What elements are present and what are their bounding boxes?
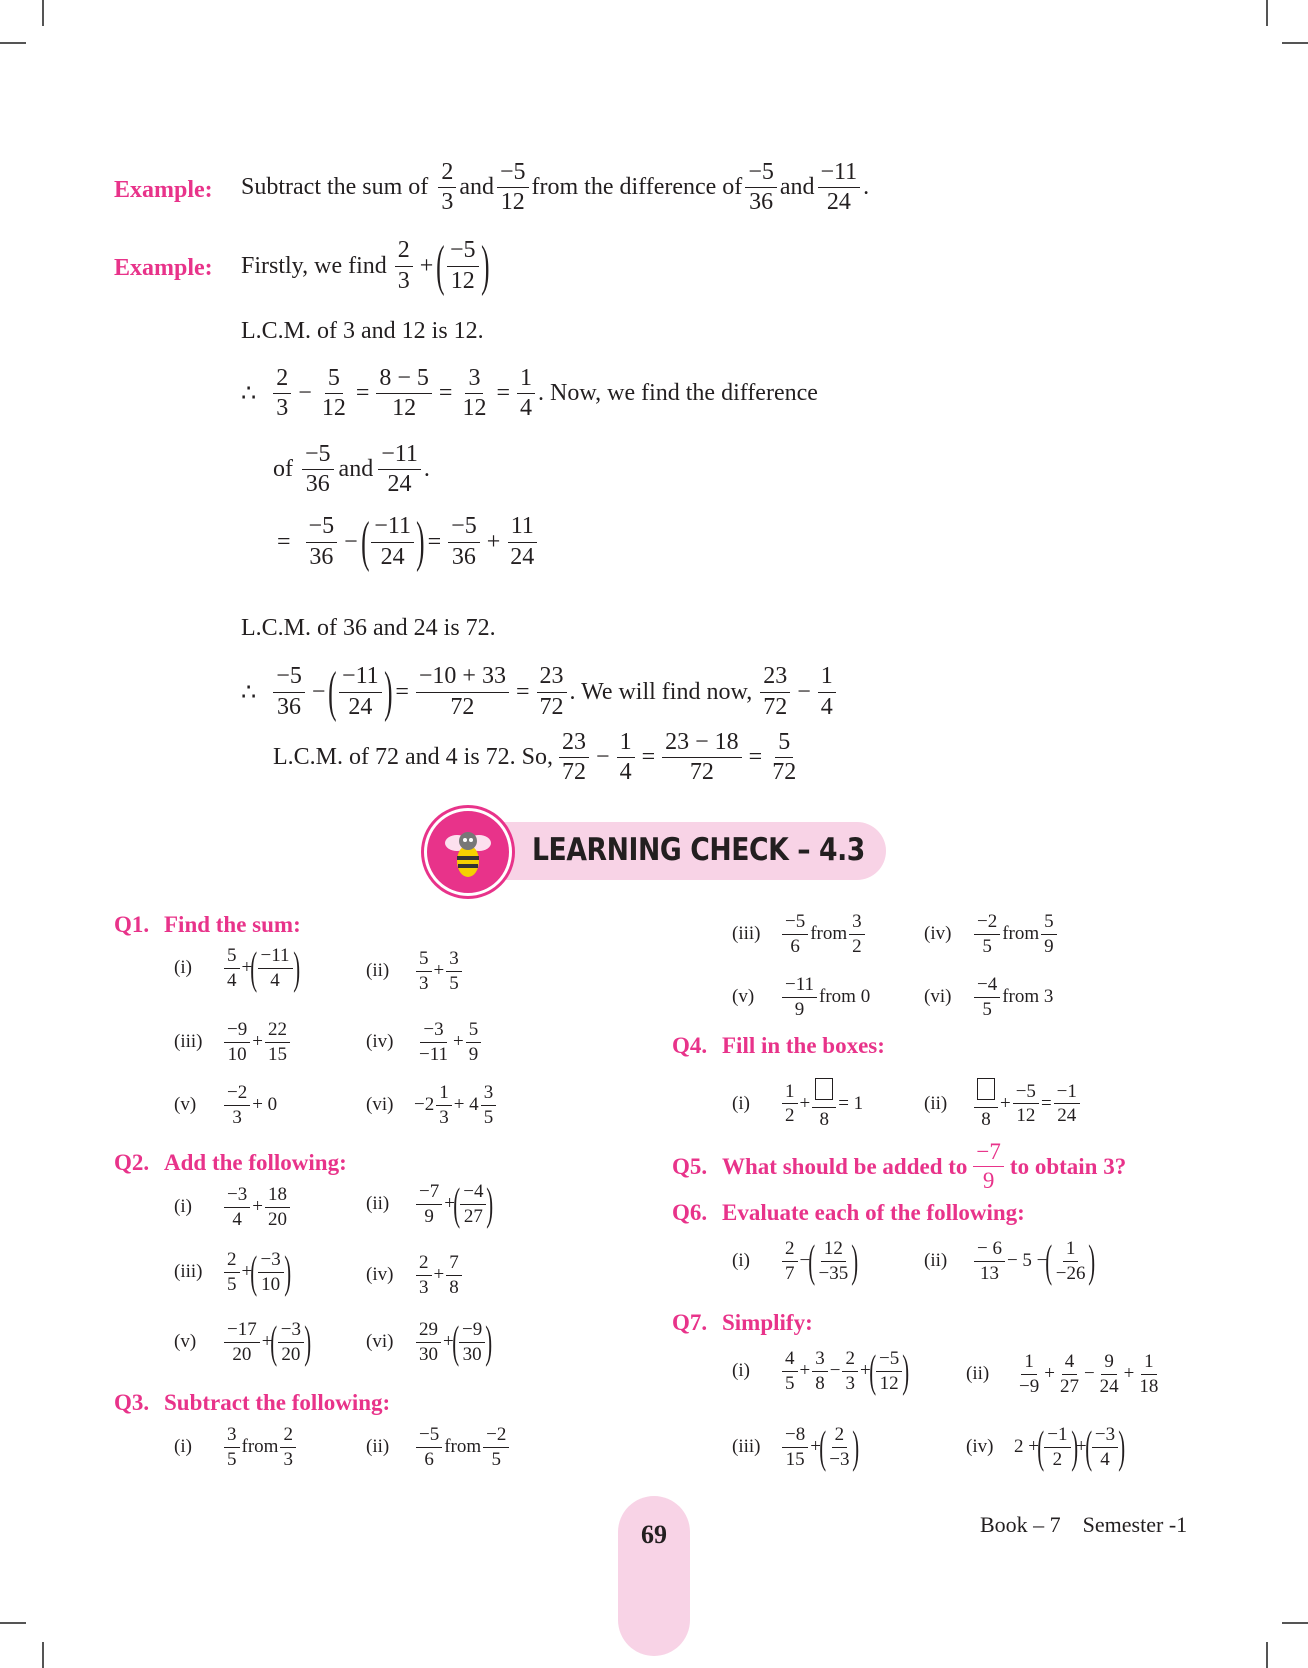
bee-mascot-icon <box>424 808 512 896</box>
q3-item: (iv) $\frac{-2}{5}$ from $\frac{5}{9}$ <box>924 912 1059 957</box>
q2-item: (vi) $\frac{29}{30}$ + ( $\frac{-9}{30}$ ) <box>366 1316 493 1367</box>
lcm-line: L.C.M. of 36 and 24 is 72. <box>241 615 496 641</box>
crop-mark <box>42 1642 44 1668</box>
q7-item: (iv) 2 + ( $\frac{-1}{2}$ ) + ( $\frac{-3}{4}$ ) <box>966 1421 1126 1472</box>
q1-item: (iii) $\frac{-9}{10}$ + $\frac{22}{15}$ <box>174 1020 292 1065</box>
crop-mark <box>1282 1622 1308 1624</box>
question-heading: Q7. Simplify: <box>672 1310 813 1335</box>
answer-box[interactable] <box>815 1078 833 1100</box>
q1-item: (i) $\frac{5}{4}$ + ( $\frac{-11}{4}$ ) <box>174 942 300 993</box>
crop-mark <box>1266 1642 1268 1668</box>
crop-mark <box>1266 0 1268 26</box>
page-number: 69 <box>641 1520 667 1549</box>
q2-item: (iv) $\frac{2}{3}$ + $\frac{7}{8}$ <box>366 1253 464 1298</box>
question-heading: Q2. Add the following: <box>114 1150 347 1175</box>
q2-item: (iii) $\frac{2}{5}$ + ( $\frac{-3}{10}$ ) <box>174 1246 291 1297</box>
answer-box[interactable] <box>977 1078 995 1100</box>
q1-item: (iv) $\frac{-3}{-11}$ + $\frac{5}{9}$ <box>366 1020 483 1065</box>
example-problem: Subtract the sum of $\frac{2}{3}$ and $\frac{-5}{12}$ from the difference of $\frac{-5}{36}$ and $\frac{-11}{24}$ . <box>241 159 870 216</box>
q7-item: (i) $\frac{4}{5}$ + $\frac{3}{8}$ − $\frac{2}{3}$ + ( $\frac{-5}{12}$ ) <box>732 1345 910 1396</box>
example-label: Example: <box>114 177 213 203</box>
solution-step-3: of $\frac{-5}{36}$ and $\frac{-11}{24}$ . <box>273 441 430 498</box>
learning-check-title: LEARNING CHECK – 4.3 <box>532 832 865 868</box>
example-label: Example: <box>114 255 213 281</box>
q3-item: (ii) $\frac{-5}{6}$ from $\frac{-2}{5}$ <box>366 1425 511 1470</box>
q4-item: (i) $\frac{1}{2}$ + 8 = 1 <box>732 1078 863 1130</box>
question-heading: Q6. Evaluate each of the following: <box>672 1200 1025 1225</box>
lcm-line: L.C.M. of 3 and 12 is 12. <box>241 318 484 344</box>
q1-item: (vi) −2 $\frac{1}{3}$ + 4 $\frac{3}{5}$ <box>366 1083 498 1128</box>
crop-mark <box>1282 42 1308 44</box>
q3-item: (v) $\frac{-11}{9}$ from 0 <box>732 974 871 1020</box>
question-heading: Q1. Find the sum: <box>114 912 301 937</box>
q2-item: (v) $\frac{-17}{20}$ + ( $\frac{-3}{20}$ ) <box>174 1316 312 1367</box>
book-label: Book – 7 Semester -1 <box>980 1512 1188 1537</box>
q3-item: (i) $\frac{3}{5}$ from $\frac{2}{3}$ <box>174 1425 298 1470</box>
q6-item: (ii) $\frac{- 6}{13}$ − 5 − ( $\frac{1}{-26}$ ) <box>924 1235 1096 1286</box>
solution-step-4: = $\frac{-5}{36}$ − ( $\frac{-11}{24}$ ) = $\frac{-5}{36}$ + $\frac{11}{24}$ <box>273 514 540 570</box>
solution-step-1: Firstly, we find $\frac{2}{3}$ + ( $\frac{-5}{12}$ ) <box>241 235 490 297</box>
question-heading: Q3. Subtract the following: <box>114 1390 391 1415</box>
q2-item: (i) $\frac{-3}{4}$ + $\frac{18}{20}$ <box>174 1185 292 1230</box>
q3-item: (iii) $\frac{-5}{6}$ from $\frac{3}{2}$ <box>732 912 867 957</box>
q7-item: (ii) $\frac{1}{-9}$ + $\frac{4}{27}$ − $\frac{9}{24}$ + $\frac{1}{18}$ <box>966 1351 1159 1397</box>
crop-mark <box>0 42 26 44</box>
question-heading: Q5. What should be added to $\frac{-7}{9}$ to obtain 3? <box>672 1139 1127 1194</box>
q4-item: (ii) 8 + $\frac{-5}{12}$ = $\frac{-1}{24}$ <box>924 1078 1082 1130</box>
q2-item: (ii) $\frac{-7}{9}$ + ( $\frac{-4}{27}$ ) <box>366 1178 494 1229</box>
question-heading: Q4. Fill in the boxes: <box>672 1033 885 1058</box>
solution-step-5: ∴ $\frac{-5}{36}$ − ( $\frac{-11}{24}$ ) = $\frac{-10 + 33}{72}$ = $\frac{23}{72}$ . We will find now, $\frac{23}{72}$ − $\frac{1}{4}$ <box>241 664 839 720</box>
q3-item: (vi) $\frac{-4}{5}$ from 3 <box>924 974 1054 1020</box>
crop-mark <box>42 0 44 26</box>
crop-mark <box>0 1622 26 1624</box>
q1-item: (ii) $\frac{5}{3}$ + $\frac{3}{5}$ <box>366 949 464 994</box>
q6-item: (i) $\frac{2}{7}$ − ( $\frac{12}{-35}$ ) <box>732 1235 859 1286</box>
q7-item: (iii) $\frac{-8}{15}$ + ( $\frac{2}{-3}$ ) <box>732 1421 860 1472</box>
solution-step-2: ∴ $\frac{2}{3}$ − $\frac{5}{12}$ = $\frac{8 - 5}{12}$ = $\frac{3}{12}$ = $\frac{1}{4}$ . Now, we find the difference <box>241 365 818 422</box>
q1-item: (v) $\frac{-2}{3}$ + 0 <box>174 1082 278 1128</box>
solution-step-6: L.C.M. of 72 and 4 is 72. So, $\frac{23}{72}$ − $\frac{1}{4}$ = $\frac{23 - 18}{72}$ = $\frac{5}{72}$ <box>273 729 797 786</box>
